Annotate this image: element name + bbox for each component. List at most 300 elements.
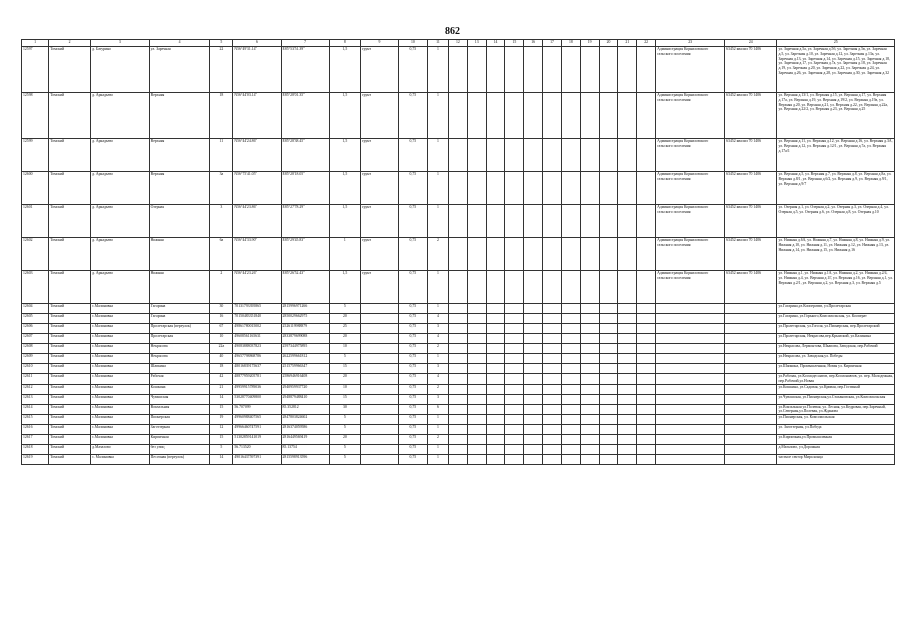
table-cell: N56°44'03.14": [233, 93, 281, 139]
table-cell: Рабочая: [149, 374, 210, 385]
table-cell: 63452 квалил 70 1406: [725, 172, 777, 205]
table-cell: 0,75: [398, 455, 427, 465]
table-cell: [725, 384, 777, 394]
table-cell: [561, 455, 580, 465]
table-cell: [543, 314, 562, 324]
table-cell: Некрасова: [149, 354, 210, 364]
table-cell: 0,75: [398, 445, 427, 455]
table-cell: [618, 374, 637, 385]
table-cell: с.Малиновка: [91, 394, 150, 404]
table-cell: [524, 394, 543, 404]
table-cell: [467, 425, 486, 435]
table-cell: [561, 172, 580, 205]
table-cell: 51302859141019: [233, 435, 281, 445]
table-cell: [543, 415, 562, 425]
table-cell: [467, 314, 486, 324]
table-cell: [637, 238, 656, 271]
table-cell: 15: [210, 404, 233, 415]
table-cell: 1: [428, 304, 449, 314]
table-cell: [505, 172, 524, 205]
table-cell: [580, 238, 599, 271]
table-cell: 1,5: [329, 172, 360, 205]
table-cell: ул.Рабочая, ул.Космодесантов, пер.Космонавтов, ул. пер. Молодежная, пер.Рабочий,ул.Новая: [778, 374, 893, 383]
table-cell: 22а: [210, 344, 233, 354]
table-cell: [361, 425, 399, 435]
table-cell: ул.Пролетарская, Некрасова,пер.Крымский, ул.Калинина: [777, 334, 895, 344]
table-cell: с. Малиновка: [91, 455, 150, 465]
table-cell: [580, 205, 599, 238]
table-cell: [618, 314, 637, 324]
table-cell: 2948879488410: [281, 394, 329, 404]
table-cell: [448, 455, 467, 465]
table-cell: [361, 445, 399, 455]
table-cell: [599, 93, 618, 139]
table-cell: [725, 344, 777, 354]
table-cell: 1,5: [329, 139, 360, 172]
table-cell: [448, 435, 467, 445]
table-cell: [505, 445, 524, 455]
table-cell: [467, 344, 486, 354]
table-cell: 2622599661812: [281, 354, 329, 364]
column-header: 13: [467, 40, 486, 47]
table-cell: [725, 334, 777, 344]
table-cell: [561, 394, 580, 404]
table-cell: Верхняя: [149, 172, 210, 205]
table-cell: 14: [210, 394, 233, 404]
table-cell: 0,75: [398, 374, 427, 385]
table-cell: [561, 324, 580, 334]
table-cell: [618, 271, 637, 304]
table-cell: 12616: [22, 425, 49, 435]
table-cell: 25: [329, 324, 360, 334]
table-cell: Томский: [49, 334, 91, 344]
table-cell: [524, 374, 543, 385]
table-cell: [599, 394, 618, 404]
table-cell: [637, 314, 656, 324]
table-cell: [618, 334, 637, 344]
table-cell: [505, 271, 524, 304]
table-cell: [486, 354, 505, 364]
table-cell: ул.Кирпичная,ул.Промышленная: [777, 435, 895, 445]
column-header: 25: [777, 40, 895, 47]
table-cell: [486, 139, 505, 172]
table-cell: [637, 374, 656, 385]
column-header: 3: [91, 40, 150, 47]
table-cell: ул. Нижняя д.6А, ул. Нижняя д.7, ул. Нижняя д.8, ул. Нижняя д.9, ул. Нижняя д.10, ул. Нижняя д.11, ул. Нижняя д.12, ул. Нижняя д.13, ул. Нижняя д.14, ул. Нижняя д.15, ул. Нижняя д.16: [777, 238, 895, 271]
table-cell: N56°44'23.86": [233, 205, 281, 238]
column-header: 24: [725, 40, 777, 47]
table-cell: 12: [210, 425, 233, 435]
table-row: [22, 394, 895, 404]
table-cell: E85°27'78.29": [281, 205, 329, 238]
table-cell: [561, 205, 580, 238]
table-cell: [448, 394, 467, 404]
table-cell: [599, 324, 618, 334]
table-cell: грунт: [361, 205, 399, 238]
table-cell: Томский: [49, 271, 91, 304]
table-cell: грунт: [361, 271, 399, 304]
table-cell: 10: [329, 384, 360, 394]
table-cell: 63452 квалил 70 1406: [725, 93, 777, 139]
table-cell: [543, 238, 562, 271]
column-header: 4: [149, 40, 210, 47]
table-cell: [448, 384, 467, 394]
table-cell: [618, 47, 637, 93]
table-cell: Томский: [49, 172, 91, 205]
table-cell: [467, 334, 486, 344]
table-cell: [524, 354, 543, 364]
table-cell: [486, 404, 505, 415]
table-cell: [486, 324, 505, 334]
table-cell: [580, 455, 599, 465]
table-cell: [486, 93, 505, 139]
table-cell: [618, 344, 637, 354]
table-cell: 48016839175637: [233, 364, 281, 374]
table-row: [22, 344, 895, 354]
table-cell: [637, 205, 656, 238]
table-cell: [599, 384, 618, 394]
table-cell: [524, 425, 543, 435]
table-cell: [505, 425, 524, 435]
table-cell: 15: [329, 394, 360, 404]
table-cell: [561, 425, 580, 435]
table-cell: [618, 445, 637, 455]
table-cell: д. Батурино: [91, 47, 150, 93]
table-cell: [656, 334, 725, 344]
table-cell: 0,75: [398, 435, 427, 445]
table-cell: [725, 455, 777, 465]
table-row: [22, 374, 895, 385]
column-header: 7: [281, 40, 329, 47]
column-header: 17: [543, 40, 562, 47]
table-cell: 3: [428, 324, 449, 334]
table-cell: [599, 314, 618, 324]
table-cell: 2: [210, 271, 233, 304]
table-cell: [599, 139, 618, 172]
column-header: 8: [329, 40, 360, 47]
table-cell: E85°28'18.05": [281, 172, 329, 205]
table-cell: [580, 93, 599, 139]
table-cell: 85.352812: [281, 404, 329, 415]
table-cell: [543, 435, 562, 445]
table-cell: [467, 271, 486, 304]
table-cell: 53028770409800: [233, 394, 281, 404]
table-cell: [505, 238, 524, 271]
table-cell: [580, 445, 599, 455]
table-cell: с.Малиновка: [91, 324, 150, 334]
table-cell: [361, 415, 399, 425]
table-cell: [467, 384, 486, 394]
table-cell: [448, 374, 467, 385]
table-cell: [486, 384, 505, 394]
table-cell: 1: [428, 139, 449, 172]
table-cell: [505, 47, 524, 93]
table-cell: 5: [210, 445, 233, 455]
table-cell: 49657798868786: [233, 354, 281, 364]
table-cell: 1: [428, 47, 449, 93]
page-number: 862: [445, 26, 460, 37]
table-cell: N56°49'31.14": [233, 47, 281, 93]
table-cell: 1: [329, 238, 360, 271]
table-cell: [467, 374, 486, 385]
table-cell: [561, 93, 580, 139]
table-cell: 11: [210, 139, 233, 172]
table-row: [22, 324, 895, 334]
table-cell: [618, 238, 637, 271]
table-cell: 1: [428, 172, 449, 205]
table-cell: 18: [210, 93, 233, 139]
table-cell: [637, 425, 656, 435]
table-cell: ул.Некрасова, Лермонтова, Шкапова, Заводская, пер.Рабочий: [777, 344, 895, 354]
table-cell: [467, 435, 486, 445]
table-cell: [637, 47, 656, 93]
table-cell: [486, 415, 505, 425]
table-cell: [486, 47, 505, 93]
table-row: [22, 93, 895, 139]
table-cell: 1: [428, 205, 449, 238]
table-cell: Томский: [49, 344, 91, 354]
table-cell: [561, 374, 580, 385]
table-cell: [543, 374, 562, 385]
table-cell: 49608561165631: [233, 334, 281, 344]
table-cell: [599, 435, 618, 445]
table-cell: [618, 324, 637, 334]
registry-table: [21, 39, 895, 465]
table-cell: Администрация Корниловского сельского поселения: [656, 238, 725, 271]
table-cell: [656, 364, 725, 374]
table-cell: [448, 404, 467, 415]
table-cell: 12600: [22, 172, 49, 205]
table-cell: [467, 445, 486, 455]
table-cell: [656, 445, 725, 455]
table-cell: 2515759966347: [281, 364, 329, 374]
table-cell: [580, 139, 599, 172]
table-cell: [524, 445, 543, 455]
column-header: 10: [398, 40, 427, 47]
table-cell: [543, 445, 562, 455]
table-cell: [561, 314, 580, 324]
table-cell: Томский: [49, 384, 91, 394]
table-cell: [448, 172, 467, 205]
table-cell: [486, 344, 505, 354]
table-cell: [543, 205, 562, 238]
table-cell: Кирпичная: [149, 435, 210, 445]
table-cell: 20: [329, 334, 360, 344]
table-cell: [561, 238, 580, 271]
table-cell: [618, 304, 637, 314]
table-cell: [561, 445, 580, 455]
table-cell: Пролетарская: [149, 334, 210, 344]
table-cell: с.Малиновка: [91, 404, 150, 415]
table-cell: [725, 435, 777, 445]
table-cell: [580, 374, 599, 385]
table-cell: [467, 172, 486, 205]
table-cell: E85°26'52.43": [281, 271, 329, 304]
table-cell: [543, 324, 562, 334]
table-cell: д. Аркадьево: [91, 93, 150, 139]
table-cell: [637, 445, 656, 455]
table-cell: 2526119988879: [281, 324, 329, 334]
table-cell: [448, 415, 467, 425]
table-cell: [580, 172, 599, 205]
table-cell: [524, 172, 543, 205]
table-cell: [637, 93, 656, 139]
table-cell: 14: [210, 455, 233, 465]
table-cell: [580, 364, 599, 374]
column-header: 11: [428, 40, 449, 47]
table-row: [22, 172, 895, 205]
table-cell: [543, 425, 562, 435]
table-cell: [524, 324, 543, 334]
table-cell: [543, 354, 562, 364]
table-cell: E85°29'45.83": [281, 238, 329, 271]
table-cell: 22: [210, 47, 233, 93]
table-cell: [599, 172, 618, 205]
table-cell: [524, 304, 543, 314]
table-cell: 0,75: [398, 314, 427, 324]
table-cell: 6а: [210, 238, 233, 271]
table-cell: [448, 205, 467, 238]
table-cell: ул.Некрасова, ул. Заводская,ул. Победы: [777, 354, 895, 364]
table-cell: 0,75: [398, 334, 427, 344]
table-cell: [725, 364, 777, 374]
table-cell: [361, 455, 399, 465]
table-cell: грунт: [361, 93, 399, 139]
table-cell: 0,75: [398, 394, 427, 404]
table-cell: 67: [210, 324, 233, 334]
table-cell: [524, 334, 543, 344]
table-cell: 2850029662975: [281, 314, 329, 324]
table-cell: [361, 334, 399, 344]
table-cell: [524, 238, 543, 271]
table-cell: Администрация Корниловского сельского поселения: [656, 205, 725, 238]
table-cell: [618, 384, 637, 394]
table-cell: 2: [428, 384, 449, 394]
table-cell: [505, 435, 524, 445]
table-cell: [618, 415, 637, 425]
table-cell: 19: [210, 415, 233, 425]
table-cell: [618, 93, 637, 139]
table-cell: 21: [210, 384, 233, 394]
table-cell: 12602: [22, 238, 49, 271]
table-cell: 20: [329, 374, 360, 385]
table-cell: E85°53'51.39": [281, 47, 329, 93]
table-cell: [725, 354, 777, 364]
column-header: 16: [524, 40, 543, 47]
table-cell: [561, 354, 580, 364]
table-cell: [361, 435, 399, 445]
table-row: [22, 47, 895, 93]
table-cell: д. Аркадьево: [91, 271, 150, 304]
table-cell: [361, 374, 399, 385]
table-cell: 12606: [22, 324, 49, 334]
table-cell: 49960988407565: [233, 415, 281, 425]
column-header: 20: [599, 40, 618, 47]
table-cell: ул. Заготзерная, ул.Победа: [777, 425, 895, 435]
table-cell: [599, 354, 618, 364]
table-cell: [524, 205, 543, 238]
table-cell: [505, 364, 524, 374]
table-cell: 12599: [22, 139, 49, 172]
table-cell: [448, 47, 467, 93]
table-cell: д. Аркадьево: [91, 139, 150, 172]
table-cell: N56°44'23.26": [233, 271, 281, 304]
table-row: [22, 435, 895, 445]
table-cell: 20: [329, 314, 360, 324]
table-cell: Томский: [49, 394, 91, 404]
table-cell: Томский: [49, 205, 91, 238]
table-row: [22, 139, 895, 172]
column-header: 12: [448, 40, 467, 47]
table-cell: 2815598913596: [281, 455, 329, 465]
table-cell: Верхняя: [149, 93, 210, 139]
table-cell: [580, 435, 599, 445]
table-cell: [580, 271, 599, 304]
table-cell: 42: [210, 374, 233, 385]
table-cell: [467, 139, 486, 172]
table-cell: 1,5: [329, 47, 360, 93]
table-cell: [637, 271, 656, 304]
table-cell: 12615: [22, 415, 49, 425]
table-cell: 1: [428, 425, 449, 435]
table-cell: 1: [428, 93, 449, 139]
table-cell: [656, 374, 725, 385]
table-cell: [543, 344, 562, 354]
table-cell: [524, 455, 543, 465]
table-cell: [725, 394, 777, 404]
table-cell: [599, 344, 618, 354]
table-row: [22, 415, 895, 425]
table-cell: [599, 455, 618, 465]
table-cell: [580, 415, 599, 425]
table-cell: [486, 238, 505, 271]
table-cell: [637, 172, 656, 205]
table-cell: [599, 47, 618, 93]
table-cell: [543, 93, 562, 139]
table-cell: [618, 364, 637, 374]
table-cell: 1,5: [329, 271, 360, 304]
table-cell: ул. Озерная д.1, ул. Озерная д.2, ул. Озерная д.3, ул. Озерная д.4, ул. Озерная д.5, ул. Озерная д.6, ул. Озерная д.8, ул. Озерная д.10: [777, 205, 895, 238]
table-cell: 1,5: [329, 205, 360, 238]
table-cell: [505, 93, 524, 139]
table-cell: 1: [428, 354, 449, 364]
table-cell: 2: [428, 238, 449, 271]
table-cell: ул. Заречная: [149, 47, 210, 93]
table-cell: 12619: [22, 455, 49, 465]
table-cell: [524, 93, 543, 139]
table-cell: [524, 364, 543, 374]
column-header: 9: [361, 40, 399, 47]
column-header: 18: [561, 40, 580, 47]
table-cell: Администрация Корниловского сельского поселения: [656, 271, 725, 304]
table-cell: 49016437597391: [233, 455, 281, 465]
table-row: [22, 205, 895, 238]
table-cell: 12603: [22, 271, 49, 304]
table-cell: [599, 271, 618, 304]
table-cell: [448, 354, 467, 364]
table-cell: 63452 квалил 70 1406: [725, 205, 777, 238]
table-cell: 12609: [22, 354, 49, 364]
table-cell: Шапкина: [149, 364, 210, 374]
table-cell: 2586946916408: [281, 374, 329, 385]
table-cell: 12610: [22, 364, 49, 374]
table-cell: [561, 139, 580, 172]
table-cell: [361, 304, 399, 314]
table-row: [22, 354, 895, 364]
table-cell: Томский: [49, 139, 91, 172]
table-cell: ул. Нижняя д.1, ул. Нижняя д.1А, ул. Нижняя д.2, ул. Нижняя д.2/4, ул. Нижняя д.4, ул. Верхняя д.1Г, ул. Верхняя д.16, ул. Верхняя д.1, ул. Верхняя д.2/1, ул. Верхняя д.2, ул. Верхняя д.3, ул. Верхняя д.5: [777, 271, 895, 304]
column-header: 21: [618, 40, 637, 47]
